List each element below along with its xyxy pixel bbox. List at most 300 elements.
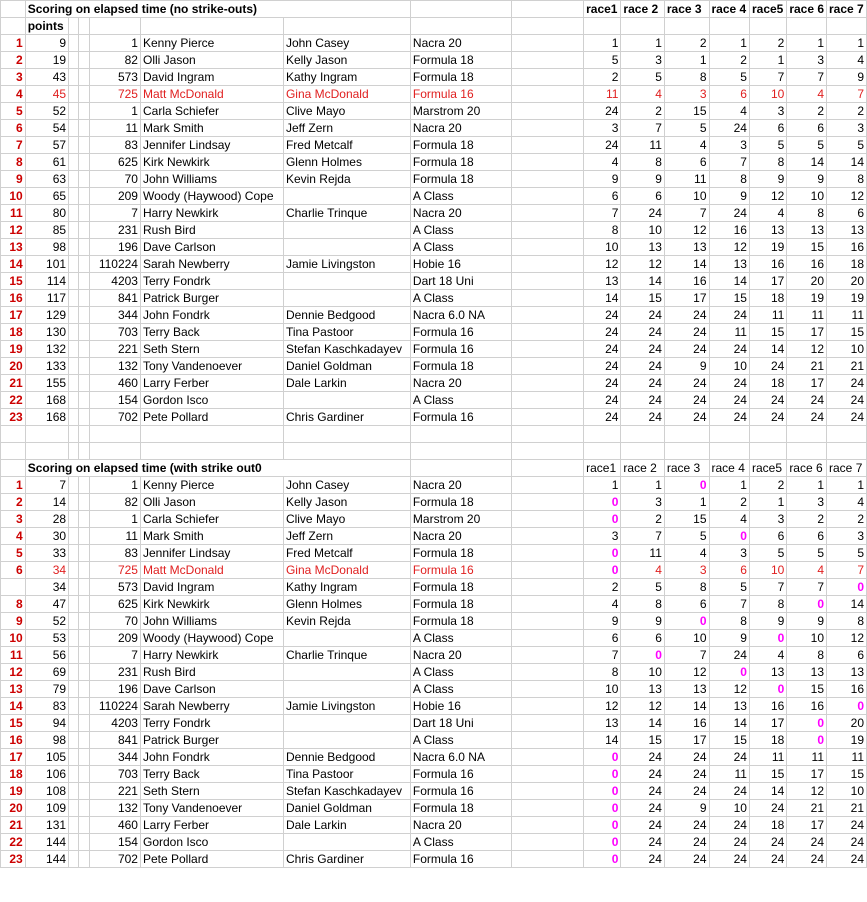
- race-score-cell[interactable]: 14: [621, 715, 664, 732]
- race-score-cell[interactable]: 24: [584, 103, 621, 120]
- rank-cell[interactable]: 20: [1, 358, 26, 375]
- boat-class-cell[interactable]: Formula 16: [410, 409, 511, 426]
- race-score-cell[interactable]: 24: [664, 375, 709, 392]
- empty-cell[interactable]: [69, 307, 79, 324]
- empty-cell[interactable]: [512, 69, 584, 86]
- boat-class-cell[interactable]: Hobie 16: [410, 256, 511, 273]
- race-header[interactable]: race 2: [621, 1, 664, 18]
- points-cell[interactable]: 28: [25, 511, 68, 528]
- race-score-cell[interactable]: 8: [621, 154, 664, 171]
- rank-cell[interactable]: 20: [1, 800, 26, 817]
- points-cell[interactable]: 61: [25, 154, 68, 171]
- race-score-cell[interactable]: 13: [709, 698, 749, 715]
- empty-cell[interactable]: [79, 222, 89, 239]
- race-score-cell[interactable]: 9: [584, 613, 621, 630]
- empty-cell[interactable]: [79, 188, 89, 205]
- sail-number-cell[interactable]: 7: [89, 205, 140, 222]
- race-score-cell[interactable]: 9: [664, 800, 709, 817]
- crew-cell[interactable]: Kathy Ingram: [283, 69, 410, 86]
- empty-cell[interactable]: [512, 222, 584, 239]
- rank-cell[interactable]: 21: [1, 817, 26, 834]
- race-score-cell[interactable]: 10: [827, 783, 867, 800]
- boat-class-cell[interactable]: Nacra 20: [410, 528, 511, 545]
- empty-cell[interactable]: [512, 324, 584, 341]
- boat-class-cell[interactable]: Formula 18: [410, 545, 511, 562]
- points-cell[interactable]: 109: [25, 800, 68, 817]
- sail-number-cell[interactable]: 209: [89, 188, 140, 205]
- rank-cell[interactable]: 9: [1, 613, 26, 630]
- empty-cell[interactable]: [69, 205, 79, 222]
- skipper-cell[interactable]: Matt McDonald: [140, 86, 283, 103]
- race-score-cell[interactable]: 8: [584, 222, 621, 239]
- race-score-cell[interactable]: 7: [709, 596, 749, 613]
- points-cell[interactable]: 106: [25, 766, 68, 783]
- sail-number-cell[interactable]: 1: [89, 103, 140, 120]
- empty-cell[interactable]: [69, 817, 79, 834]
- race-score-cell[interactable]: 7: [621, 120, 664, 137]
- race-score-cell[interactable]: 19: [749, 239, 786, 256]
- race-score-cell[interactable]: 4: [749, 205, 786, 222]
- boat-class-cell[interactable]: A Class: [410, 630, 511, 647]
- points-cell[interactable]: 130: [25, 324, 68, 341]
- boat-class-cell[interactable]: Nacra 6.0 NA: [410, 307, 511, 324]
- skipper-cell[interactable]: Mark Smith: [140, 528, 283, 545]
- crew-cell[interactable]: Jamie Livingston: [283, 256, 410, 273]
- race-score-cell[interactable]: 6: [621, 188, 664, 205]
- race-score-cell[interactable]: 24: [584, 137, 621, 154]
- empty-cell[interactable]: [79, 664, 89, 681]
- skipper-cell[interactable]: Tony Vandenoever: [140, 800, 283, 817]
- boat-class-cell[interactable]: Marstrom 20: [410, 511, 511, 528]
- empty-cell[interactable]: [79, 239, 89, 256]
- crew-cell[interactable]: [283, 630, 410, 647]
- race-score-cell[interactable]: 7: [709, 154, 749, 171]
- empty-cell[interactable]: [79, 86, 89, 103]
- empty-cell[interactable]: [69, 477, 79, 494]
- race-score-cell[interactable]: 24: [621, 307, 664, 324]
- race-score-cell[interactable]: 5: [787, 137, 827, 154]
- race-score-cell[interactable]: 7: [749, 69, 786, 86]
- empty-cell[interactable]: [69, 171, 79, 188]
- sail-number-cell[interactable]: 7: [89, 647, 140, 664]
- race-score-cell[interactable]: 14: [787, 154, 827, 171]
- skipper-cell[interactable]: Carla Schiefer: [140, 511, 283, 528]
- empty-cell[interactable]: [512, 239, 584, 256]
- rank-cell[interactable]: 23: [1, 409, 26, 426]
- skipper-cell[interactable]: Olli Jason: [140, 52, 283, 69]
- empty-cell[interactable]: [79, 783, 89, 800]
- points-cell[interactable]: 133: [25, 358, 68, 375]
- sail-number-cell[interactable]: 231: [89, 222, 140, 239]
- skipper-cell[interactable]: Patrick Burger: [140, 732, 283, 749]
- race-score-cell[interactable]: 6: [584, 630, 621, 647]
- boat-class-cell[interactable]: Formula 16: [410, 341, 511, 358]
- race-score-cell[interactable]: 13: [787, 222, 827, 239]
- skipper-cell[interactable]: Jennifer Lindsay: [140, 137, 283, 154]
- race-score-cell[interactable]: 0: [749, 630, 786, 647]
- race-score-cell[interactable]: 0: [584, 494, 621, 511]
- empty-cell[interactable]: [410, 1, 511, 18]
- race-score-cell[interactable]: 5: [709, 69, 749, 86]
- rank-cell[interactable]: 16: [1, 732, 26, 749]
- race-score-cell[interactable]: 12: [787, 341, 827, 358]
- empty-cell[interactable]: [283, 18, 410, 35]
- crew-cell[interactable]: Chris Gardiner: [283, 409, 410, 426]
- crew-cell[interactable]: Daniel Goldman: [283, 800, 410, 817]
- empty-cell[interactable]: [69, 103, 79, 120]
- race-score-cell[interactable]: 24: [709, 817, 749, 834]
- skipper-cell[interactable]: Larry Ferber: [140, 375, 283, 392]
- boat-class-cell[interactable]: A Class: [410, 681, 511, 698]
- empty-cell[interactable]: [79, 426, 89, 443]
- points-cell[interactable]: 168: [25, 409, 68, 426]
- race-score-cell[interactable]: 15: [664, 103, 709, 120]
- race-score-cell[interactable]: 3: [709, 545, 749, 562]
- empty-cell[interactable]: [79, 749, 89, 766]
- race-score-cell[interactable]: 11: [787, 307, 827, 324]
- points-cell[interactable]: 57: [25, 137, 68, 154]
- empty-cell[interactable]: [79, 69, 89, 86]
- race-score-cell[interactable]: 9: [709, 188, 749, 205]
- race-score-cell[interactable]: 11: [749, 307, 786, 324]
- race-header[interactable]: race 3: [664, 460, 709, 477]
- empty-cell[interactable]: [512, 273, 584, 290]
- race-score-cell[interactable]: 13: [749, 222, 786, 239]
- empty-cell[interactable]: [512, 86, 584, 103]
- points-label[interactable]: points: [25, 18, 68, 35]
- sail-number-cell[interactable]: 70: [89, 171, 140, 188]
- race-score-cell[interactable]: 8: [664, 579, 709, 596]
- skipper-cell[interactable]: Terry Back: [140, 324, 283, 341]
- race-score-cell[interactable]: 5: [664, 528, 709, 545]
- sail-number-cell[interactable]: 4203: [89, 715, 140, 732]
- skipper-cell[interactable]: Dave Carlson: [140, 239, 283, 256]
- race-score-cell[interactable]: 10: [709, 358, 749, 375]
- rank-cell[interactable]: 13: [1, 681, 26, 698]
- race-score-cell[interactable]: 3: [664, 562, 709, 579]
- points-cell[interactable]: 54: [25, 120, 68, 137]
- empty-cell[interactable]: [512, 307, 584, 324]
- empty-cell[interactable]: [709, 426, 749, 443]
- empty-cell[interactable]: [69, 528, 79, 545]
- points-cell[interactable]: 33: [25, 545, 68, 562]
- race-score-cell[interactable]: 17: [749, 715, 786, 732]
- skipper-cell[interactable]: Kirk Newkirk: [140, 596, 283, 613]
- race-score-cell[interactable]: 7: [664, 205, 709, 222]
- crew-cell[interactable]: Clive Mayo: [283, 511, 410, 528]
- race-score-cell[interactable]: 13: [621, 681, 664, 698]
- empty-cell[interactable]: [709, 443, 749, 460]
- empty-cell[interactable]: [89, 443, 140, 460]
- rank-cell[interactable]: 23: [1, 851, 26, 868]
- sail-number-cell[interactable]: 702: [89, 409, 140, 426]
- race-score-cell[interactable]: 10: [787, 188, 827, 205]
- boat-class-cell[interactable]: A Class: [410, 392, 511, 409]
- crew-cell[interactable]: [283, 222, 410, 239]
- crew-cell[interactable]: [283, 290, 410, 307]
- skipper-cell[interactable]: Terry Fondrk: [140, 715, 283, 732]
- race-score-cell[interactable]: 3: [787, 494, 827, 511]
- race-score-cell[interactable]: 5: [827, 545, 867, 562]
- race-score-cell[interactable]: 11: [664, 171, 709, 188]
- race-score-cell[interactable]: 8: [709, 613, 749, 630]
- sail-number-cell[interactable]: 83: [89, 545, 140, 562]
- points-cell[interactable]: 114: [25, 273, 68, 290]
- skipper-cell[interactable]: Harry Newkirk: [140, 205, 283, 222]
- race-score-cell[interactable]: 9: [749, 613, 786, 630]
- race-score-cell[interactable]: 7: [787, 579, 827, 596]
- boat-class-cell[interactable]: Dart 18 Uni: [410, 273, 511, 290]
- race-score-cell[interactable]: 1: [709, 35, 749, 52]
- empty-cell[interactable]: [79, 171, 89, 188]
- crew-cell[interactable]: [283, 273, 410, 290]
- empty-cell[interactable]: [79, 256, 89, 273]
- skipper-cell[interactable]: John Fondrk: [140, 307, 283, 324]
- race-score-cell[interactable]: 24: [787, 409, 827, 426]
- race-score-cell[interactable]: 6: [664, 596, 709, 613]
- race-score-cell[interactable]: 12: [827, 188, 867, 205]
- race-score-cell[interactable]: 7: [749, 579, 786, 596]
- race-score-cell[interactable]: 3: [664, 86, 709, 103]
- crew-cell[interactable]: Chris Gardiner: [283, 851, 410, 868]
- empty-cell[interactable]: [664, 18, 709, 35]
- empty-cell[interactable]: [69, 409, 79, 426]
- boat-class-cell[interactable]: Formula 18: [410, 171, 511, 188]
- race-score-cell[interactable]: 6: [584, 188, 621, 205]
- race-score-cell[interactable]: 1: [621, 477, 664, 494]
- empty-cell[interactable]: [512, 460, 584, 477]
- rank-cell[interactable]: 6: [1, 120, 26, 137]
- race-score-cell[interactable]: 14: [621, 273, 664, 290]
- race-header[interactable]: race5: [749, 460, 786, 477]
- crew-cell[interactable]: [283, 392, 410, 409]
- empty-cell[interactable]: [827, 443, 867, 460]
- sail-number-cell[interactable]: 625: [89, 596, 140, 613]
- empty-cell[interactable]: [79, 834, 89, 851]
- rank-cell[interactable]: 17: [1, 749, 26, 766]
- empty-cell[interactable]: [827, 426, 867, 443]
- points-cell[interactable]: 85: [25, 222, 68, 239]
- race-score-cell[interactable]: 15: [787, 681, 827, 698]
- race-score-cell[interactable]: 24: [749, 834, 786, 851]
- race-score-cell[interactable]: 1: [787, 35, 827, 52]
- points-cell[interactable]: 47: [25, 596, 68, 613]
- sail-number-cell[interactable]: 196: [89, 681, 140, 698]
- empty-cell[interactable]: [140, 18, 283, 35]
- boat-class-cell[interactable]: A Class: [410, 732, 511, 749]
- skipper-cell[interactable]: Rush Bird: [140, 222, 283, 239]
- crew-cell[interactable]: Kelly Jason: [283, 494, 410, 511]
- race-score-cell[interactable]: 24: [749, 800, 786, 817]
- race-score-cell[interactable]: 2: [709, 494, 749, 511]
- points-cell[interactable]: 9: [25, 35, 68, 52]
- race-score-cell[interactable]: 6: [709, 86, 749, 103]
- empty-cell[interactable]: [79, 35, 89, 52]
- boat-class-cell[interactable]: Formula 18: [410, 358, 511, 375]
- race-score-cell[interactable]: 0: [709, 528, 749, 545]
- race-score-cell[interactable]: 3: [709, 137, 749, 154]
- empty-cell[interactable]: [79, 545, 89, 562]
- race-score-cell[interactable]: 24: [584, 392, 621, 409]
- race-score-cell[interactable]: 3: [621, 52, 664, 69]
- points-cell[interactable]: 7: [25, 477, 68, 494]
- race-score-cell[interactable]: 15: [664, 511, 709, 528]
- empty-cell[interactable]: [140, 426, 283, 443]
- race-score-cell[interactable]: 15: [827, 324, 867, 341]
- race-score-cell[interactable]: 0: [584, 851, 621, 868]
- race-score-cell[interactable]: 1: [621, 35, 664, 52]
- boat-class-cell[interactable]: Formula 18: [410, 613, 511, 630]
- rank-cell[interactable]: 14: [1, 698, 26, 715]
- race-score-cell[interactable]: 16: [827, 239, 867, 256]
- race-score-cell[interactable]: 24: [827, 392, 867, 409]
- race-header[interactable]: race 4: [709, 1, 749, 18]
- race-score-cell[interactable]: 24: [787, 834, 827, 851]
- points-cell[interactable]: 56: [25, 647, 68, 664]
- empty-cell[interactable]: [709, 18, 749, 35]
- race-score-cell[interactable]: 11: [749, 749, 786, 766]
- race-score-cell[interactable]: 14: [584, 732, 621, 749]
- rank-cell[interactable]: 19: [1, 341, 26, 358]
- empty-cell[interactable]: [79, 52, 89, 69]
- race-score-cell[interactable]: 24: [664, 834, 709, 851]
- points-cell[interactable]: 168: [25, 392, 68, 409]
- sail-number-cell[interactable]: 725: [89, 562, 140, 579]
- empty-cell[interactable]: [69, 834, 79, 851]
- race-score-cell[interactable]: 16: [749, 256, 786, 273]
- empty-cell[interactable]: [69, 392, 79, 409]
- race-score-cell[interactable]: 24: [664, 851, 709, 868]
- empty-cell[interactable]: [79, 800, 89, 817]
- sail-number-cell[interactable]: 11: [89, 120, 140, 137]
- race-score-cell[interactable]: 2: [827, 511, 867, 528]
- rank-cell[interactable]: [1, 579, 26, 596]
- race-score-cell[interactable]: 24: [664, 783, 709, 800]
- empty-cell[interactable]: [69, 256, 79, 273]
- boat-class-cell[interactable]: Formula 16: [410, 851, 511, 868]
- race-score-cell[interactable]: 24: [664, 324, 709, 341]
- race-score-cell[interactable]: 4: [664, 137, 709, 154]
- race-score-cell[interactable]: 8: [827, 171, 867, 188]
- race-score-cell[interactable]: 19: [787, 290, 827, 307]
- crew-cell[interactable]: [283, 239, 410, 256]
- race-score-cell[interactable]: 13: [584, 715, 621, 732]
- rank-cell[interactable]: 1: [1, 477, 26, 494]
- empty-cell[interactable]: [79, 290, 89, 307]
- race-score-cell[interactable]: 24: [664, 341, 709, 358]
- race-score-cell[interactable]: 24: [664, 766, 709, 783]
- empty-cell[interactable]: [512, 52, 584, 69]
- race-score-cell[interactable]: 8: [584, 664, 621, 681]
- crew-cell[interactable]: [283, 188, 410, 205]
- crew-cell[interactable]: Stefan Kaschkadayev: [283, 341, 410, 358]
- sail-number-cell[interactable]: 702: [89, 851, 140, 868]
- race-score-cell[interactable]: 4: [709, 511, 749, 528]
- boat-class-cell[interactable]: Formula 18: [410, 596, 511, 613]
- race-score-cell[interactable]: 20: [827, 715, 867, 732]
- rank-cell[interactable]: 5: [1, 545, 26, 562]
- race-score-cell[interactable]: 0: [584, 783, 621, 800]
- race-score-cell[interactable]: 24: [709, 783, 749, 800]
- race-score-cell[interactable]: 24: [749, 409, 786, 426]
- race-score-cell[interactable]: 24: [621, 375, 664, 392]
- race-score-cell[interactable]: 4: [827, 494, 867, 511]
- empty-cell[interactable]: [512, 528, 584, 545]
- race-score-cell[interactable]: 8: [749, 596, 786, 613]
- race-score-cell[interactable]: 24: [621, 800, 664, 817]
- sail-number-cell[interactable]: 83: [89, 137, 140, 154]
- rank-cell[interactable]: 1: [1, 35, 26, 52]
- race-score-cell[interactable]: 6: [827, 205, 867, 222]
- race-score-cell[interactable]: 0: [827, 698, 867, 715]
- race-score-cell[interactable]: 14: [584, 290, 621, 307]
- empty-cell[interactable]: [79, 817, 89, 834]
- race-score-cell[interactable]: 2: [584, 69, 621, 86]
- race-score-cell[interactable]: 10: [709, 800, 749, 817]
- empty-cell[interactable]: [69, 647, 79, 664]
- empty-cell[interactable]: [79, 392, 89, 409]
- sail-number-cell[interactable]: 154: [89, 834, 140, 851]
- skipper-cell[interactable]: Gordon Isco: [140, 392, 283, 409]
- race-score-cell[interactable]: 24: [709, 307, 749, 324]
- sail-number-cell[interactable]: 841: [89, 732, 140, 749]
- empty-cell[interactable]: [1, 1, 26, 18]
- race-score-cell[interactable]: 8: [827, 613, 867, 630]
- points-cell[interactable]: 108: [25, 783, 68, 800]
- race-score-cell[interactable]: 16: [664, 715, 709, 732]
- empty-cell[interactable]: [512, 392, 584, 409]
- empty-cell[interactable]: [787, 443, 827, 460]
- race-score-cell[interactable]: 24: [621, 834, 664, 851]
- race-score-cell[interactable]: 24: [584, 341, 621, 358]
- empty-cell[interactable]: [512, 358, 584, 375]
- race-score-cell[interactable]: 12: [827, 630, 867, 647]
- race-score-cell[interactable]: 5: [749, 137, 786, 154]
- boat-class-cell[interactable]: Formula 16: [410, 86, 511, 103]
- race-score-cell[interactable]: 9: [709, 630, 749, 647]
- empty-cell[interactable]: [79, 154, 89, 171]
- rank-cell[interactable]: 2: [1, 494, 26, 511]
- race-score-cell[interactable]: 3: [749, 511, 786, 528]
- crew-cell[interactable]: Kevin Rejda: [283, 613, 410, 630]
- race-score-cell[interactable]: 9: [621, 171, 664, 188]
- sail-number-cell[interactable]: 344: [89, 307, 140, 324]
- race-score-cell[interactable]: 5: [664, 120, 709, 137]
- race-score-cell[interactable]: 8: [664, 69, 709, 86]
- empty-cell[interactable]: [79, 647, 89, 664]
- race-score-cell[interactable]: 0: [787, 596, 827, 613]
- race-score-cell[interactable]: 0: [584, 749, 621, 766]
- race-score-cell[interactable]: 11: [584, 86, 621, 103]
- skipper-cell[interactable]: Kenny Pierce: [140, 35, 283, 52]
- race-score-cell[interactable]: 24: [787, 392, 827, 409]
- boat-class-cell[interactable]: Formula 18: [410, 52, 511, 69]
- empty-cell[interactable]: [79, 579, 89, 596]
- race-score-cell[interactable]: 0: [709, 664, 749, 681]
- points-cell[interactable]: 43: [25, 69, 68, 86]
- crew-cell[interactable]: Charlie Trinque: [283, 205, 410, 222]
- empty-cell[interactable]: [69, 273, 79, 290]
- race-score-cell[interactable]: 9: [664, 358, 709, 375]
- empty-cell[interactable]: [79, 273, 89, 290]
- empty-cell[interactable]: [69, 18, 79, 35]
- race-score-cell[interactable]: 15: [621, 290, 664, 307]
- boat-class-cell[interactable]: Marstrom 20: [410, 103, 511, 120]
- race-score-cell[interactable]: 3: [584, 528, 621, 545]
- skipper-cell[interactable]: Patrick Burger: [140, 290, 283, 307]
- empty-cell[interactable]: [621, 443, 664, 460]
- empty-cell[interactable]: [140, 443, 283, 460]
